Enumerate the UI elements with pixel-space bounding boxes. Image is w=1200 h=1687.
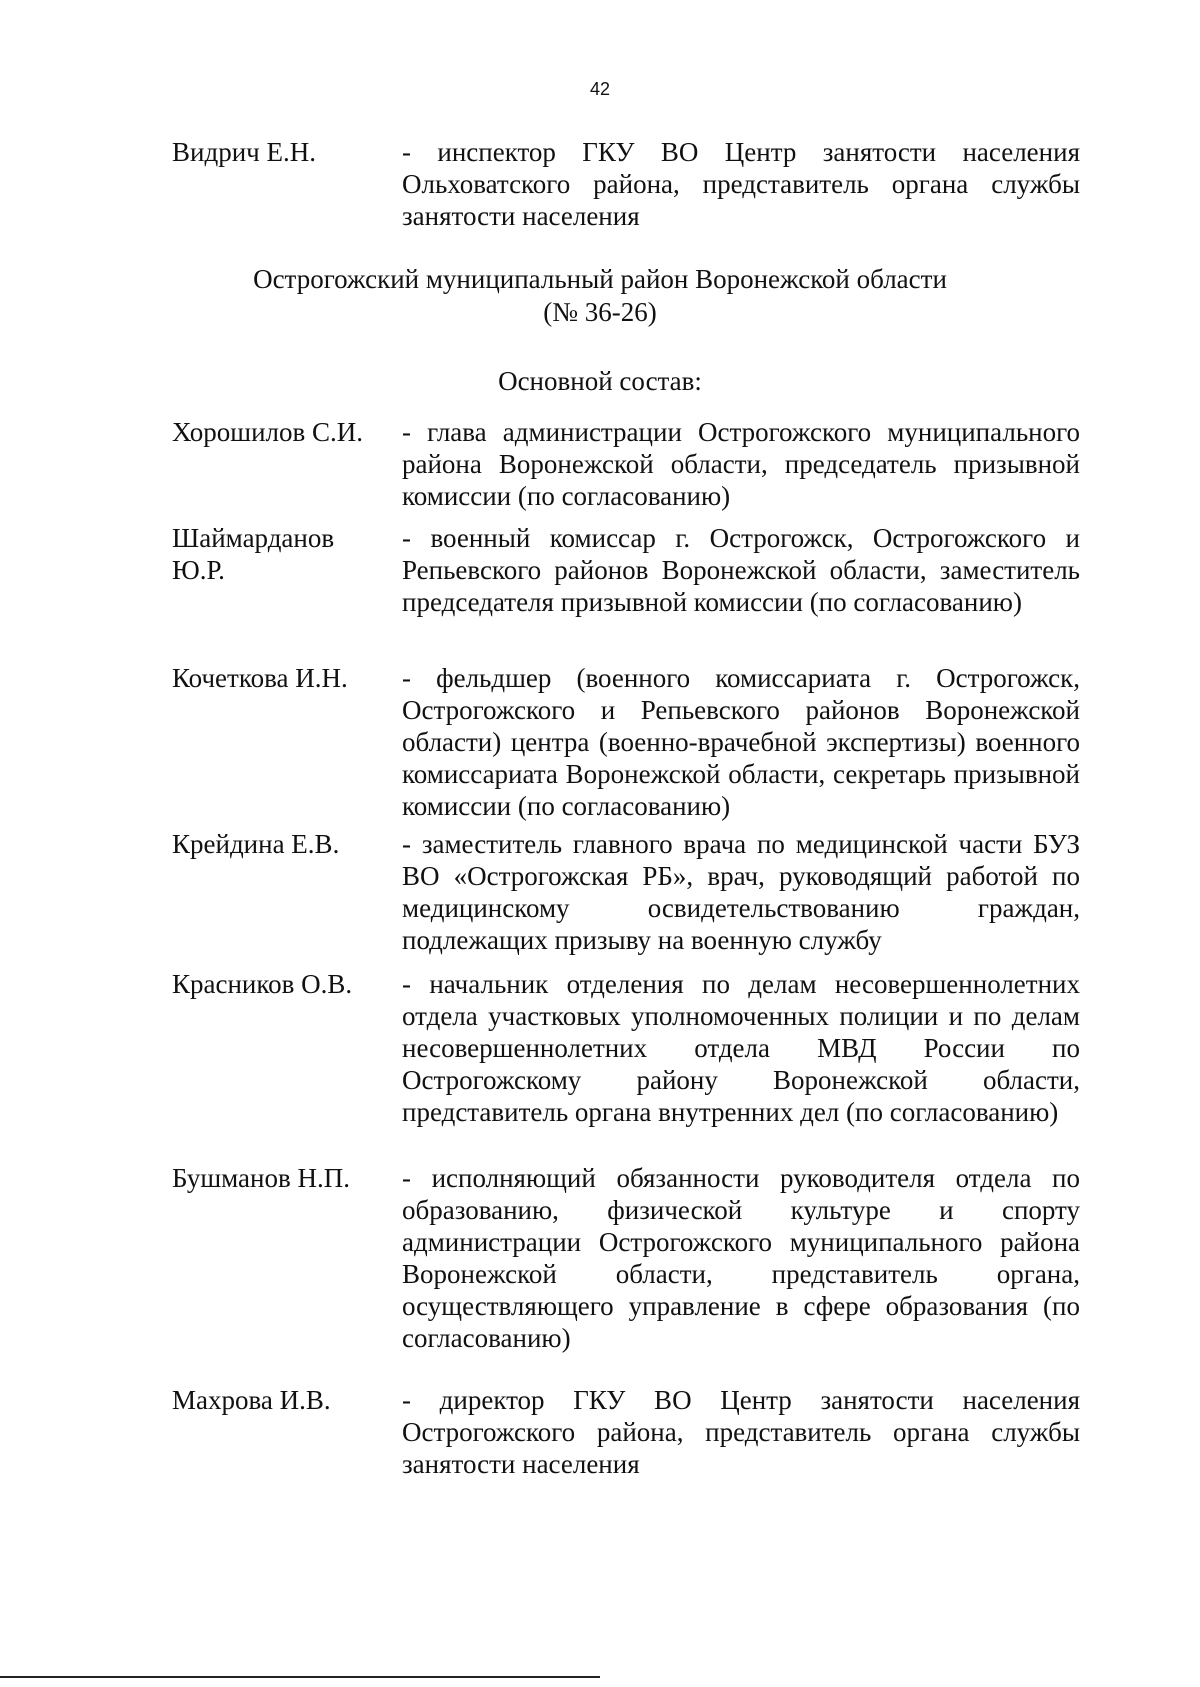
member-role: - глава администрации Острогожского муниципального района Воронежской области, председатель призывной комиссии (по согласованию) [402, 417, 1080, 511]
footer-divider [0, 1676, 600, 1678]
member-role: - исполняющий обязанности руководителя отдела по образованию, физической культуре и спорту администрации Острогожского муниципального района Воронежской области, представитель органа, осуществляющего управление в сфере образования (по согласованию) [402, 1163, 1080, 1353]
member-name: Красников О.В. [172, 969, 353, 999]
member-role: - военный комиссар г. Острогожск, Острогожского и Репьевского районов Воронежской области, заместитель председателя призывной комиссии (по согласованию) [402, 523, 1080, 617]
member-name: Кочеткова И.Н. [172, 663, 348, 693]
member-role: - директор ГКУ ВО Центр занятости населения Острогожского района, представитель органа службы занятости населения [402, 1385, 1080, 1479]
page-number: 42 [589, 79, 611, 99]
member-name: Хорошилов С.И. [172, 417, 364, 447]
member-name: Махрова И.В. [172, 1385, 331, 1415]
member-name: Бушманов Н.П. [172, 1163, 350, 1193]
member-name: Шаймарданов Ю.Р. [172, 523, 335, 585]
district-title: Острогожский муниципальный район Воронежской области [253, 264, 947, 294]
member-role: - инспектор ГКУ ВО Центр занятости населения Ольховатского района, представитель органа службы занятости населения [402, 137, 1080, 231]
member-name: Видрич Е.Н. [172, 137, 316, 167]
member-role: - начальник отделения по делам несовершеннолетних отдела участковых уполномоченных полиции и по делам несовершеннолетних отдела МВД России по Острогожскому району Воронежской области, представитель органа внутренних дел (по согласованию) [402, 969, 1080, 1127]
member-name: Крейдина Е.В. [172, 829, 340, 859]
member-role: - фельдшер (военного комиссариата г. Острогожск, Острогожского и Репьевского районов Воронежской области) центра (военно-врачебной экспертизы) военного комиссариата Воронежской области, секретарь призывной комиссии (по согласованию) [402, 663, 1080, 821]
section-title: Основной состав: [498, 366, 702, 396]
member-role: - заместитель главного врача по медицинской части БУЗ ВО «Острогожская РБ», врач, руководящий работой по медицинскому освидетельствованию граждан, подлежащих призыву на военную службу [402, 829, 1080, 955]
district-number: (№ 36-26) [543, 297, 657, 327]
